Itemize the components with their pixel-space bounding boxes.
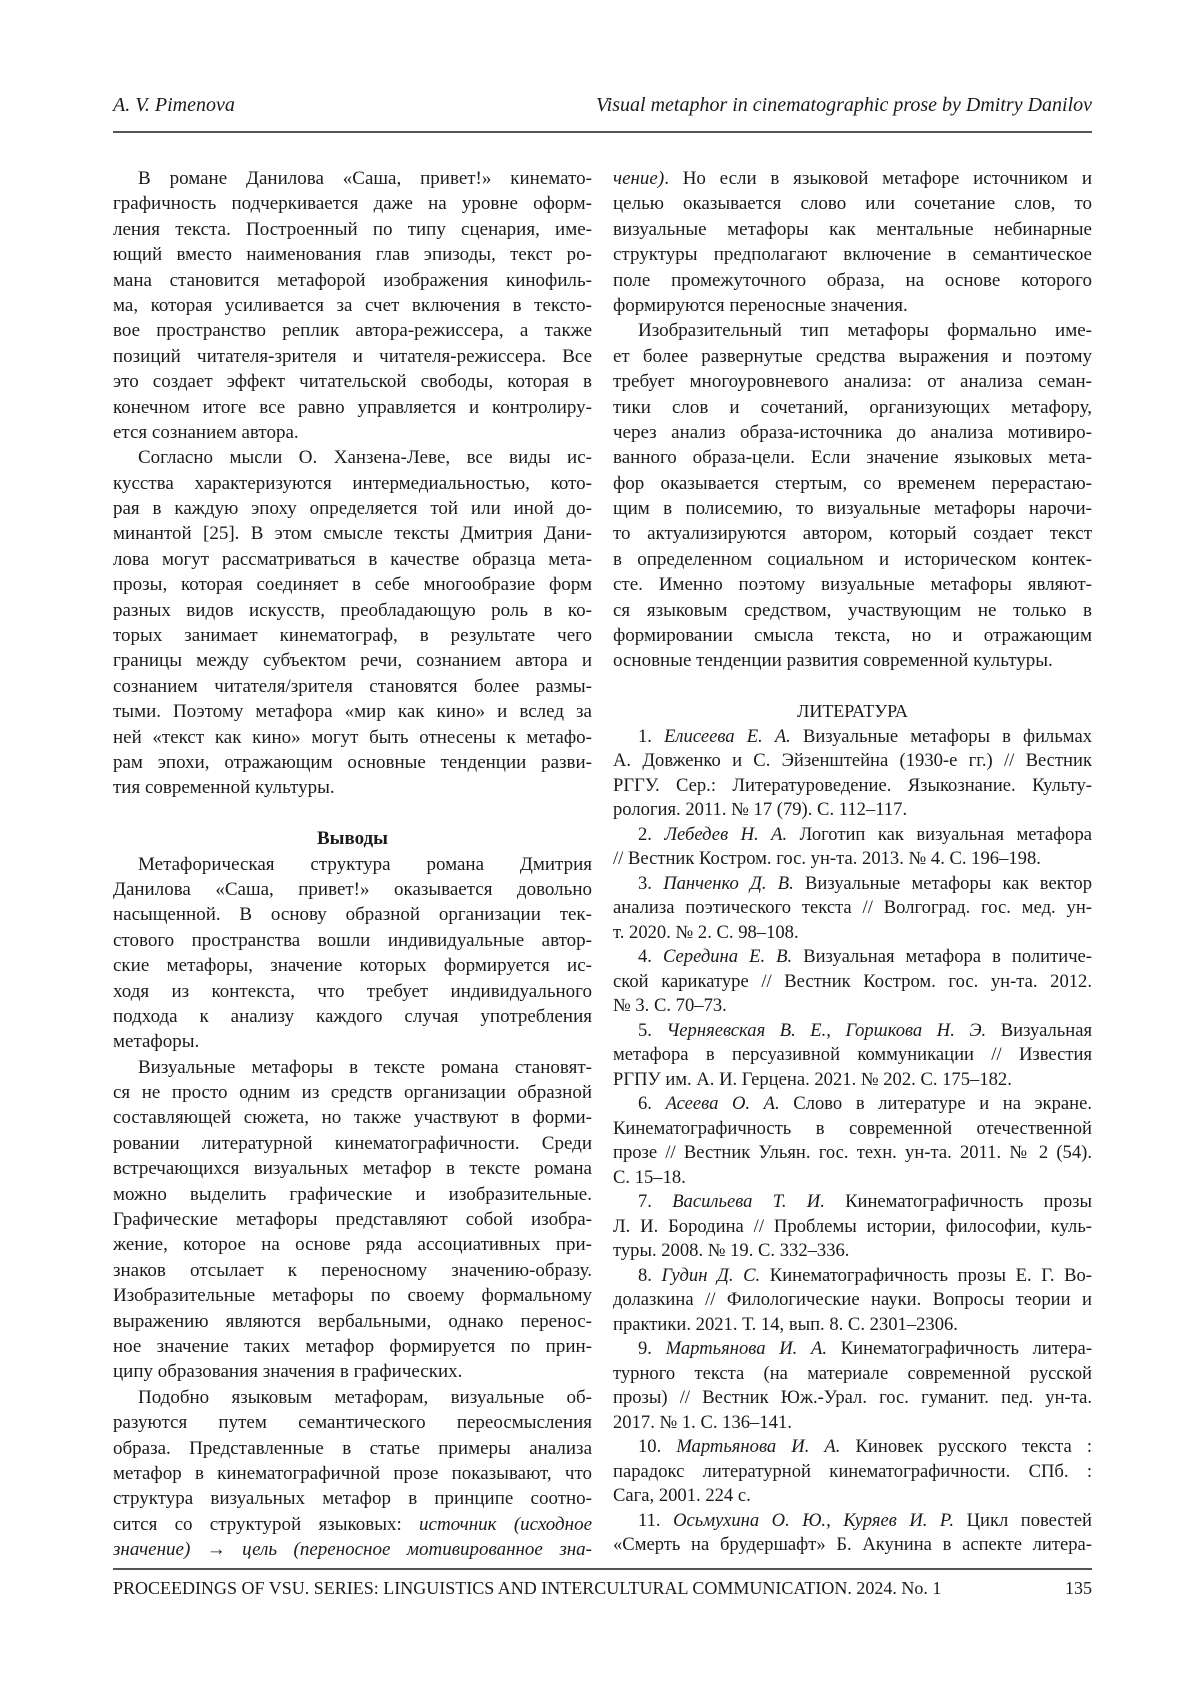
italic-text: Мартьянова И. А. [676, 1436, 841, 1458]
text-line: формируются переносные значения. [613, 294, 908, 316]
text-line: визуальные метафоры как ментальные небинарные [613, 218, 1092, 240]
text-line: это создает эффект читательской свободы, которая в [113, 371, 592, 393]
text-line: Изобразительные метафоры по своему формальному [113, 1285, 592, 1307]
italic-text: источник (исходное [419, 1513, 592, 1535]
italic-text: значение) → цель (переносное мотивированное зна- [113, 1539, 592, 1561]
text-line: Метафорическая структура романа Дмитрия [138, 853, 592, 875]
text-line: тики слов и сочетаний, организующих метафору, [613, 396, 1092, 418]
reference-item [613, 1264, 1092, 1338]
text-line: ней «текст как кино» могут быть отнесены к метафо- [113, 726, 592, 748]
text-line [613, 725, 1092, 750]
text-span: 5. [638, 1019, 667, 1041]
header-rule [113, 131, 1092, 133]
text-line: Согласно мысли О. Ханзена-Леве, все виды ис- [138, 447, 592, 469]
text-line: жение, которое на основе ряда ассоциативных при- [113, 1234, 592, 1256]
text-line: сознанием читателя/зрителя становятся более размы- [113, 675, 592, 697]
text-line: поле промежуточного образа, на основе которого [613, 269, 1092, 291]
reference-item [613, 725, 1092, 823]
text-line: структуры предполагают включение в семантическое [613, 244, 1092, 266]
page-number: 135 [1065, 1578, 1092, 1598]
text-line: А. Довженко и С. Эйзенштейна (1930-е гг.) // Вестник [613, 750, 1092, 772]
text-line: тия современной культуры. [113, 777, 335, 799]
text-line: метафора в персуазивной коммуникации // Известия [613, 1044, 1092, 1066]
text-line: ления текста. Построенный по типу сценария, име- [113, 218, 592, 240]
text-line: фор оказывается стертым, со временем перерастаю- [613, 472, 1092, 494]
text-span: Цикл повестей [954, 1509, 1092, 1531]
text-line: разуются путем семантического переосмысления [113, 1412, 592, 1434]
text-line: подхода к анализу каждого случая употребления [113, 1005, 592, 1027]
text-line: конечном итоге все равно управляется и контролиру- [113, 396, 592, 418]
text-line: Л. И. Бородина // Проблемы истории, философии, куль- [613, 1215, 1092, 1237]
text-line: парадокс литературной кинематографичности. СПб. : [613, 1460, 1092, 1482]
text-span: Визуальные метафоры как вектор [793, 872, 1092, 894]
section-heading: ЛИТЕРАТУРА [797, 701, 908, 722]
text-line: долазкина // Филологические науки. Вопросы теории и [613, 1289, 1092, 1311]
footer-rule [113, 1568, 1092, 1570]
text-line: ющий вместо наименования глав эпизоды, текст ро- [113, 244, 592, 266]
paragraph [613, 166, 1092, 318]
italic-text: Елисеева Е. А. [664, 725, 791, 747]
text-line: позиций читателя-зрителя и читателя-режиссера. Все [113, 345, 592, 367]
text-line: ципу образования значения в графических. [113, 1361, 463, 1383]
text-line: прозы) // Вестник Юж.-Урал. гос. гуманит. пед. ун-та. [613, 1387, 1092, 1409]
text-span: Кинематографичность литера- [827, 1338, 1092, 1360]
text-line: ровании литературной кинематографичности. Среди [113, 1132, 592, 1154]
italic-text: Черняевская В. Е., Горшкова Н. Э. [666, 1019, 987, 1041]
text-line: целью оказывается слово или сочетание слов, то [613, 193, 1092, 215]
text-span: Логотип как визуальная метафора [787, 823, 1092, 845]
text-span: 2. [638, 823, 665, 845]
text-line [613, 1264, 1092, 1289]
text-span: Визуальные метафоры в фильмах [790, 725, 1092, 747]
text-line [613, 945, 1092, 970]
text-line: сте. Именно поэтому визуальные метафоры являют- [613, 574, 1092, 596]
text-line: Кинематографичность в современной отечественной [613, 1117, 1092, 1139]
text-line [613, 1337, 1092, 1362]
italic-text: Мартьянова И. А. [665, 1338, 828, 1360]
text-line: рая в каждую эпоху определяется той или иной до- [113, 498, 592, 520]
text-span: 8. [638, 1264, 662, 1286]
text-line: прозе // Вестник Ульян. гос. техн. ун-та. 2011. № 2 (54). [613, 1142, 1092, 1164]
text-line: в определенном социальном и историческом контек- [613, 548, 1092, 570]
italic-text: чение) [613, 168, 665, 189]
text-line: прозы, которая соединяет в себе многообразие форм [113, 574, 592, 596]
text-line: торых занимает кинематограф, в результате чего [113, 625, 592, 647]
text-line: формировании смысла текста, но и отражающим [613, 625, 1092, 647]
text-line: туры. 2008. № 19. С. 332–336. [613, 1240, 850, 1262]
text-line: метафоры. [113, 1031, 200, 1053]
left-column [113, 166, 592, 1563]
text-span: сится со структурой языковых: [113, 1513, 420, 1535]
reference-item [613, 872, 1092, 946]
text-line: составляющей сюжета, но также участвуют в форми- [113, 1107, 592, 1129]
text-line [613, 1509, 1092, 1534]
text-line [613, 166, 1092, 191]
text-line: графичность подчеркивается даже на уровне оформ- [113, 193, 592, 215]
text-line: ские метафоры, значение которых формируется ис- [113, 955, 592, 977]
text-line: С. 15–18. [613, 1166, 686, 1188]
text-line: Сага, 2001. 224 с. [613, 1485, 751, 1507]
text-line [613, 823, 1092, 848]
text-line: ходя из контекста, что требует индивидуального [113, 980, 592, 1002]
text-line: встречающихся визуальных метафор в тексте романа [113, 1158, 592, 1180]
text-span: Слово в литературе и на экране. [779, 1093, 1092, 1115]
text-line: ся не просто одним из средств организации образной [113, 1082, 592, 1104]
text-line: ской карикатуре // Вестник Костром. гос. ун-та. 2012. [613, 970, 1092, 992]
text-line: ное значение таких метафор формируется по прин- [113, 1335, 592, 1357]
text-line: то актуализируются автором, который создает текст [613, 523, 1092, 545]
reference-item [613, 823, 1092, 872]
text-line: практики. 2021. Т. 14, вып. 8. С. 2301–2306. [613, 1313, 958, 1335]
text-line: т. 2020. № 2. С. 98–108. [613, 921, 799, 943]
text-line: через анализ образа-источника до анализа мотивиро- [613, 421, 1092, 443]
text-line: «Смерть на брудершафт» Б. Акунина в аспекте литера- [613, 1534, 1092, 1556]
text-span: 10. [638, 1436, 677, 1458]
text-span: Кинематографичность прозы Е. Г. Во- [760, 1264, 1092, 1286]
text-line: № 3. С. 70–73. [613, 995, 727, 1017]
text-line: образа. Представленные в статье примеры анализа [113, 1437, 592, 1459]
reference-item [613, 945, 1092, 1019]
italic-text: Асеева О. А. [665, 1093, 780, 1115]
text-line: рология. 2011. № 17 (79). С. 112–117. [613, 799, 908, 821]
text-line: Изобразительный тип метафоры формально име- [638, 320, 1092, 342]
text-line: турного текста (на материале современной русской [613, 1362, 1092, 1384]
reference-item [613, 1337, 1092, 1435]
text-line: щим в полисемию, то визуальные метафоры нарочи- [613, 498, 1092, 520]
text-line [613, 1190, 1092, 1215]
text-line: лова могут рассматриваться в качестве образца мета- [113, 548, 592, 570]
right-column [613, 166, 1092, 1558]
reference-item [613, 1435, 1092, 1509]
italic-text: Лебедев Н. А. [664, 823, 788, 845]
reference-item [613, 1092, 1092, 1190]
text-span: Визуальная [986, 1019, 1092, 1041]
text-line: Визуальные метафоры в тексте романа становят- [138, 1056, 592, 1078]
text-line: можно выделить графические и изобразительные. [113, 1183, 592, 1205]
text-line: мана становится метафорой изображения кинофиль- [113, 269, 592, 291]
text-span: 9. [638, 1338, 666, 1360]
text-line: стового пространства вошли индивидуальные автор- [113, 929, 592, 951]
text-line [613, 872, 1092, 897]
text-line: разных видов искусств, преобладающую роль в ко- [113, 599, 592, 621]
text-line: В романе Данилова «Саша, привет!» кинемато- [138, 168, 592, 189]
text-span: . Но если в языковой метафоре источником и [664, 168, 1092, 189]
text-line: ванного образа-цели. Если значение языковых мета- [613, 447, 1092, 469]
text-line [113, 1512, 592, 1537]
text-line: знаков отсылает к переносному значению-образу. [113, 1259, 592, 1281]
italic-text: Середина Е. В. [662, 946, 793, 968]
text-line [613, 1019, 1092, 1044]
text-line: Подобно языковым метафорам, визуальные об- [138, 1386, 592, 1408]
text-line: РГГУ. Сер.: Литературоведение. Языкознание. Культу- [613, 774, 1092, 796]
text-line: выражению являются вербальными, однако перенос- [113, 1310, 592, 1332]
text-line: метафор в кинематографичной прозе показывают, что [113, 1462, 592, 1484]
text-line: тыми. Поэтому метафора «мир как кино» и вслед за [113, 701, 592, 723]
text-span: 3. [638, 872, 664, 894]
text-line: минантой [25]. В этом смысле тексты Дмитрия Дани- [113, 523, 592, 545]
text-line: РГПУ им. А. И. Герцена. 2021. № 202. С. 175–182. [613, 1068, 1012, 1090]
reference-item [613, 1190, 1092, 1264]
text-span: 11. [638, 1509, 674, 1531]
reference-item [613, 1509, 1092, 1558]
text-span: 1. [638, 725, 665, 747]
text-span: Кинематографичность прозы [824, 1191, 1092, 1213]
italic-text: Панченко Д. В. [663, 872, 794, 894]
paragraph [613, 318, 1092, 673]
text-line: границы между субъектом речи, сознанием автора и [113, 650, 592, 672]
text-line: требует многоуровневого анализа: от анализа семан- [613, 371, 1092, 393]
text-line [613, 1092, 1092, 1117]
italic-text: Осьмухина О. Ю., Куряев И. Р. [673, 1509, 955, 1531]
italic-text: Васильева Т. И. [672, 1191, 825, 1213]
text-span: Киновек русского текста : [840, 1436, 1092, 1458]
text-line: рам эпохи, отражающим основные тенденции разви- [113, 751, 592, 773]
paragraph [113, 166, 592, 445]
text-line: 2017. № 1. С. 136–141. [613, 1411, 792, 1433]
section-heading: Выводы [316, 828, 389, 850]
paragraph [113, 1385, 592, 1563]
text-line: ется сознанием автора. [113, 421, 299, 443]
text-line: ма, которая усиливается за счет включения в тексто- [113, 294, 592, 316]
text-line: основные тенденции развития современной культуры. [613, 650, 1053, 672]
text-span: 4. [638, 946, 663, 968]
text-line: насыщенной. В основу образной организации тек- [113, 904, 592, 926]
text-line: // Вестник Костром. гос. ун-та. 2013. № 4. С. 196–198. [613, 848, 1041, 870]
running-header-title: Visual metaphor in cinematographic prose by Dmitry Danilov [595, 94, 1092, 116]
text-line: Графические метафоры представляют собой изобра- [113, 1209, 592, 1231]
text-line [113, 1537, 592, 1562]
text-line: Данилова «Саша, привет!» оказывается довольно [113, 878, 592, 900]
paragraph [113, 1055, 592, 1385]
text-line [613, 1435, 1092, 1460]
text-line: вое пространство реплик автора-режиссера, а также [113, 320, 592, 342]
text-line: структура визуальных метафор в принципе соотно- [113, 1488, 592, 1510]
text-line: ет более развернутые средства выражения и поэтому [613, 345, 1092, 367]
paragraph [113, 852, 592, 1055]
text-span: Визуальная метафора в политиче- [792, 946, 1092, 968]
reference-item [613, 1019, 1092, 1093]
text-line: ся языковым средством, участвующим не только в [613, 599, 1092, 621]
paragraph [113, 445, 592, 800]
italic-text: Гудин Д. С. [661, 1264, 761, 1286]
text-line: кусства характеризуются интермедиальностью, кото- [113, 472, 592, 494]
text-span: 7. [638, 1191, 673, 1213]
text-span: 6. [638, 1093, 666, 1115]
running-header-author: A. V. Pimenova [113, 94, 235, 116]
text-line: анализа поэтического текста // Волгоград. гос. мед. ун- [613, 897, 1092, 919]
footer-journal: PROCEEDINGS OF VSU. SERIES: LINGUISTICS AND INTERCULTURAL COMMUNICATION. 2024. No. 1 [113, 1578, 942, 1598]
